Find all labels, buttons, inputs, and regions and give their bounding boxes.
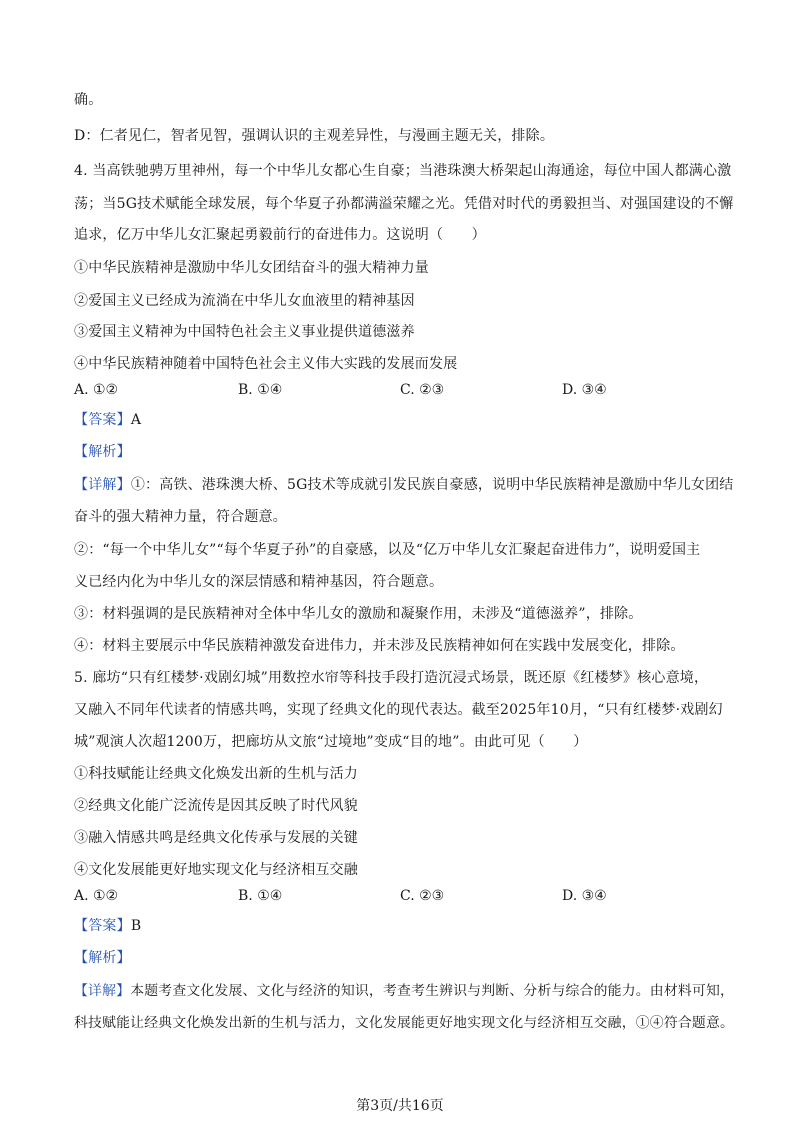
q4-detail-line-6: ④：材料主要展示中华民族精神激发奋进伟力，并未涉及民族精神如何在实践中发展变化，排除。 bbox=[74, 638, 685, 654]
q4-answer bbox=[74, 410, 734, 430]
option-d-explanation: D：仁者见仁，智者见智，强调认识的主观差异性，与漫画主题无关，排除。 bbox=[74, 128, 555, 144]
q4-option-a: A. ①② bbox=[74, 382, 119, 398]
q5-answer-tag: 【答案】 bbox=[74, 918, 131, 934]
q5-option-d: D. ③④ bbox=[562, 888, 607, 904]
q4-detail-line-2: 奋斗的强大精神力量，符合题意。 bbox=[74, 509, 287, 525]
q4-detail-line-5: ③：材料强调的是民族精神对全体中华儿女的激励和凝聚作用，未涉及“道德滋养”，排除。 bbox=[74, 606, 643, 622]
q4-stem-line-3: 追求，亿万中华儿女汇聚起勇毅前行的奋进伟力。这说明（ ） bbox=[74, 227, 486, 243]
q5-analysis-tag: 【解析】 bbox=[74, 950, 131, 966]
q4-item-4: ④中华民族精神随着中国特色社会主义伟大实践的发展而发展 bbox=[74, 356, 458, 372]
continued-text: 确。 bbox=[74, 92, 103, 108]
q4-option-c: C. ②③ bbox=[400, 382, 445, 398]
q4-option-b: B. ①④ bbox=[238, 382, 283, 398]
q4-item-1: ①中华民族精神是激励中华儿女团结奋斗的强大精神力量 bbox=[74, 260, 429, 276]
q4-answer-value: A bbox=[130, 412, 142, 428]
q4-stem-line-2: 荡；当5G技术赋能全球发展，每个华夏子孙都满溢荣耀之光。凭借对时代的勇毅担当、对强国建设的不懈 bbox=[74, 196, 734, 212]
q5-answer-value: B bbox=[130, 918, 142, 934]
q5-stem-line-2: 又融入不同年代读者的情感共鸣，实现了经典文化的现代表达。截至2025年10月，“只有红楼梦·戏剧幻 bbox=[74, 702, 723, 718]
q4-detail-line-1: 【详解】①：高铁、港珠澳大桥、5G技术等成就引发民族自豪感，说明中华民族精神是激励中华儿女团结 bbox=[74, 477, 734, 493]
page-number: 第3页/共16页 bbox=[356, 1098, 444, 1114]
q5-item-1: ①科技赋能让经典文化焕发出新的生机与活力 bbox=[74, 766, 358, 782]
q5-option-c: C. ②③ bbox=[400, 888, 445, 904]
q5-answer bbox=[74, 916, 734, 936]
q4-options bbox=[74, 380, 734, 400]
q4-detail-line-4: 义已经内化为中华儿女的深层情感和精神基因，符合题意。 bbox=[74, 574, 444, 590]
q5-item-4: ④文化发展能更好地实现文化与经济相互交融 bbox=[74, 862, 358, 878]
q4-analysis-tag: 【解析】 bbox=[74, 444, 131, 460]
q5-option-a: A. ①② bbox=[74, 888, 119, 904]
q5-stem-line-3: 城”观演人次超1200万，把廊坊从文旅“过境地”变成“目的地”。由此可见（ ） bbox=[74, 734, 588, 750]
q5-options bbox=[74, 886, 734, 906]
q4-stem-line-1: 4. 当高铁驰骋万里神州，每一个中华儿女都心生自豪；当港珠澳大桥架起山海通途，每位中国人都满心激 bbox=[74, 163, 732, 179]
q4-answer-tag: 【答案】 bbox=[74, 412, 131, 428]
q5-stem-line-1: 5. 廊坊“只有红楼梦·戏剧幻城”用数控水帘等科技手段打造沉浸式场景，既还原《红楼梦》核心意境， bbox=[74, 670, 709, 686]
q4-option-d: D. ③④ bbox=[562, 382, 607, 398]
q5-detail-line-2: 科技赋能让经典文化焕发出新的生机与活力，文化发展能更好地实现文化与经济相互交融，①④符合题意。 bbox=[74, 1015, 735, 1031]
q5-item-3: ③融入情感共鸣是经典文化传承与发展的关键 bbox=[74, 830, 358, 846]
q4-item-2: ②爱国主义已经成为流淌在中华儿女血液里的精神基因 bbox=[74, 293, 415, 309]
q5-item-2: ②经典文化能广泛流传是因其反映了时代风貌 bbox=[74, 798, 358, 814]
q4-detail-tag: 【详解】 bbox=[74, 477, 131, 493]
q5-detail-line-1: 【详解】本题考查文化发展、文化与经济的知识，考查考生辨识与判断、分析与综合的能力。由材料可知， bbox=[74, 983, 735, 999]
q4-detail-line-3: ②：“每一个中华儿女”“每个华夏子孙”的自豪感，以及“亿万中华儿女汇聚起奋进伟力”，说明爱国主 bbox=[74, 542, 701, 558]
q5-detail-tag: 【详解】 bbox=[74, 983, 131, 999]
q4-item-3: ③爱国主义精神为中国特色社会主义事业提供道德滋养 bbox=[74, 324, 415, 340]
q5-option-b: B. ①④ bbox=[238, 888, 283, 904]
